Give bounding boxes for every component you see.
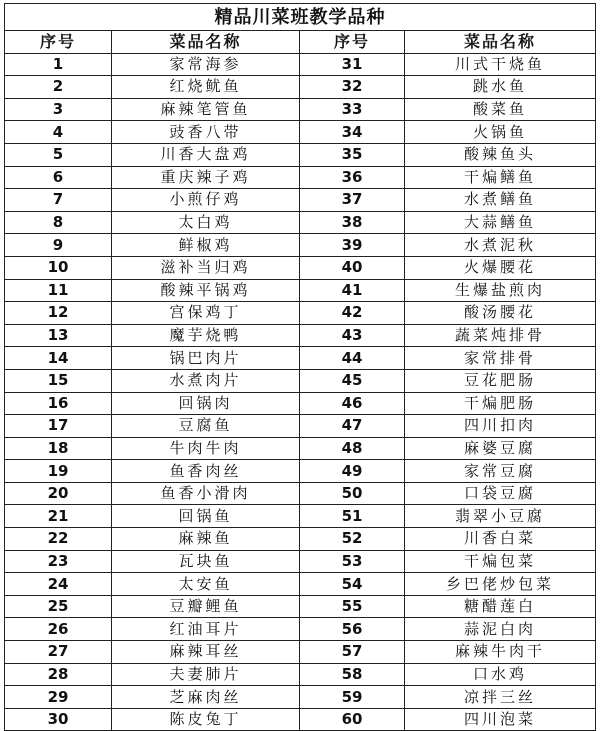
row-number-right: 53	[300, 550, 405, 573]
table-row	[5, 415, 596, 438]
dish-name-right: 水煮泥秋	[405, 234, 596, 257]
row-number-right: 60	[300, 708, 405, 731]
dish-name-right: 家常豆腐	[405, 460, 596, 483]
dish-name-left: 家常海参	[112, 53, 300, 76]
dish-name-left: 鱼香肉丝	[112, 460, 300, 483]
row-number-right: 52	[300, 528, 405, 551]
dish-name-right: 干煸肥肠	[405, 392, 596, 415]
row-number-right: 36	[300, 166, 405, 189]
row-number-right: 35	[300, 143, 405, 166]
row-number-left: 17	[5, 415, 112, 438]
row-number-left: 23	[5, 550, 112, 573]
table-row	[5, 573, 596, 596]
table-row	[5, 369, 596, 392]
table-row	[5, 76, 596, 99]
row-number-right: 33	[300, 98, 405, 121]
dish-name-right: 跳水鱼	[405, 76, 596, 99]
dish-name-left: 芝麻肉丝	[112, 686, 300, 709]
dish-name-left: 回锅肉	[112, 392, 300, 415]
dish-name-left: 牛肉牛肉	[112, 437, 300, 460]
dish-name-left: 太安鱼	[112, 573, 300, 596]
dish-name-left: 豆瓣鲤鱼	[112, 595, 300, 618]
dish-name-right: 生爆盐煎肉	[405, 279, 596, 302]
dish-name-left: 麻辣笔管鱼	[112, 98, 300, 121]
row-number-left: 22	[5, 528, 112, 551]
row-number-right: 56	[300, 618, 405, 641]
table-row	[5, 505, 596, 528]
row-number-right: 31	[300, 53, 405, 76]
header-number-right: 序号	[300, 31, 405, 54]
table-row	[5, 143, 596, 166]
row-number-left: 6	[5, 166, 112, 189]
row-number-right: 51	[300, 505, 405, 528]
dish-name-left: 川香大盘鸡	[112, 143, 300, 166]
table-row	[5, 234, 596, 257]
row-number-right: 43	[300, 324, 405, 347]
table-row	[5, 528, 596, 551]
row-number-left: 19	[5, 460, 112, 483]
table-row	[5, 482, 596, 505]
dish-name-right: 四川扣肉	[405, 415, 596, 438]
table-row	[5, 392, 596, 415]
table-row	[5, 437, 596, 460]
row-number-left: 12	[5, 302, 112, 325]
dish-name-left: 夫妻肺片	[112, 663, 300, 686]
dish-name-right: 家常排骨	[405, 347, 596, 370]
row-number-left: 4	[5, 121, 112, 144]
dish-name-right: 川香白菜	[405, 528, 596, 551]
table-row	[5, 166, 596, 189]
dish-name-left: 锅巴肉片	[112, 347, 300, 370]
table-row	[5, 189, 596, 212]
row-number-right: 46	[300, 392, 405, 415]
table-row	[5, 53, 596, 76]
row-number-left: 26	[5, 618, 112, 641]
row-number-left: 11	[5, 279, 112, 302]
table-row	[5, 708, 596, 731]
dish-name-right: 蒜泥白肉	[405, 618, 596, 641]
row-number-left: 20	[5, 482, 112, 505]
row-number-left: 15	[5, 369, 112, 392]
row-number-left: 8	[5, 211, 112, 234]
row-number-right: 59	[300, 686, 405, 709]
row-number-right: 42	[300, 302, 405, 325]
dish-name-right: 火锅鱼	[405, 121, 596, 144]
table-row	[5, 550, 596, 573]
row-number-left: 16	[5, 392, 112, 415]
row-number-right: 57	[300, 641, 405, 664]
row-number-left: 30	[5, 708, 112, 731]
dish-name-right: 川式干烧鱼	[405, 53, 596, 76]
row-number-right: 47	[300, 415, 405, 438]
row-number-right: 50	[300, 482, 405, 505]
dish-name-right: 凉拌三丝	[405, 686, 596, 709]
dish-name-left: 鱼香小滑肉	[112, 482, 300, 505]
row-number-right: 37	[300, 189, 405, 212]
table-body	[5, 53, 596, 731]
dish-name-right: 干煸鳝鱼	[405, 166, 596, 189]
dish-name-right: 翡翠小豆腐	[405, 505, 596, 528]
dish-name-left: 鲜椒鸡	[112, 234, 300, 257]
table-row	[5, 686, 596, 709]
row-number-right: 58	[300, 663, 405, 686]
row-number-left: 2	[5, 76, 112, 99]
dish-name-right: 口水鸡	[405, 663, 596, 686]
dish-name-right: 大蒜鳝鱼	[405, 211, 596, 234]
row-number-right: 38	[300, 211, 405, 234]
table-row	[5, 121, 596, 144]
dish-table	[4, 3, 596, 731]
row-number-left: 7	[5, 189, 112, 212]
dish-name-right: 火爆腰花	[405, 256, 596, 279]
dish-name-right: 糖醋莲白	[405, 595, 596, 618]
dish-name-left: 宫保鸡丁	[112, 302, 300, 325]
dish-name-left: 酸辣平锅鸡	[112, 279, 300, 302]
dish-name-left: 豆腐鱼	[112, 415, 300, 438]
dish-name-left: 魔芋烧鸭	[112, 324, 300, 347]
row-number-left: 13	[5, 324, 112, 347]
row-number-left: 5	[5, 143, 112, 166]
table-row	[5, 347, 596, 370]
row-number-right: 39	[300, 234, 405, 257]
dish-name-left: 红油耳片	[112, 618, 300, 641]
dish-name-right: 麻婆豆腐	[405, 437, 596, 460]
row-number-left: 24	[5, 573, 112, 596]
dish-name-right: 乡巴佬炒包菜	[405, 573, 596, 596]
row-number-left: 18	[5, 437, 112, 460]
dish-name-left: 太白鸡	[112, 211, 300, 234]
title-row	[5, 4, 596, 31]
row-number-right: 55	[300, 595, 405, 618]
row-number-right: 48	[300, 437, 405, 460]
header-dish-name-left: 菜品名称	[112, 31, 300, 54]
dish-name-right: 干煸包菜	[405, 550, 596, 573]
header-number-left: 序号	[5, 31, 112, 54]
dish-name-left: 小煎仔鸡	[112, 189, 300, 212]
row-number-left: 10	[5, 256, 112, 279]
row-number-right: 34	[300, 121, 405, 144]
table-row	[5, 256, 596, 279]
dish-name-left: 回锅鱼	[112, 505, 300, 528]
row-number-left: 27	[5, 641, 112, 664]
dish-name-left: 滋补当归鸡	[112, 256, 300, 279]
dish-name-right: 水煮鳝鱼	[405, 189, 596, 212]
table-row	[5, 279, 596, 302]
table-title: 精品川菜班教学品种	[5, 4, 596, 31]
header-dish-name-right: 菜品名称	[405, 31, 596, 54]
dish-name-left: 红烧鱿鱼	[112, 76, 300, 99]
row-number-left: 3	[5, 98, 112, 121]
dish-name-right: 口袋豆腐	[405, 482, 596, 505]
row-number-right: 49	[300, 460, 405, 483]
table-row	[5, 98, 596, 121]
row-number-right: 44	[300, 347, 405, 370]
row-number-right: 54	[300, 573, 405, 596]
dish-name-left: 重庆辣子鸡	[112, 166, 300, 189]
dish-name-left: 豉香八带	[112, 121, 300, 144]
row-number-right: 40	[300, 256, 405, 279]
table-row	[5, 324, 596, 347]
row-number-left: 1	[5, 53, 112, 76]
row-number-left: 29	[5, 686, 112, 709]
header-row	[5, 31, 596, 54]
row-number-left: 28	[5, 663, 112, 686]
dish-name-left: 麻辣耳丝	[112, 641, 300, 664]
dish-name-left: 瓦块鱼	[112, 550, 300, 573]
row-number-right: 41	[300, 279, 405, 302]
table-row	[5, 302, 596, 325]
dish-name-left: 陈皮兔丁	[112, 708, 300, 731]
dish-name-right: 四川泡菜	[405, 708, 596, 731]
table-row	[5, 663, 596, 686]
dish-name-right: 豆花肥肠	[405, 369, 596, 392]
row-number-left: 9	[5, 234, 112, 257]
dish-name-left: 麻辣鱼	[112, 528, 300, 551]
dish-name-right: 酸辣鱼头	[405, 143, 596, 166]
row-number-left: 14	[5, 347, 112, 370]
table-row	[5, 211, 596, 234]
table-row	[5, 641, 596, 664]
table-row	[5, 460, 596, 483]
dish-name-right: 蔬菜炖排骨	[405, 324, 596, 347]
table-row	[5, 595, 596, 618]
row-number-left: 25	[5, 595, 112, 618]
row-number-right: 45	[300, 369, 405, 392]
row-number-right: 32	[300, 76, 405, 99]
table-row	[5, 618, 596, 641]
menu-document	[4, 3, 595, 731]
dish-name-right: 酸汤腰花	[405, 302, 596, 325]
row-number-left: 21	[5, 505, 112, 528]
dish-name-right: 麻辣牛肉干	[405, 641, 596, 664]
dish-name-right: 酸菜鱼	[405, 98, 596, 121]
dish-name-left: 水煮肉片	[112, 369, 300, 392]
